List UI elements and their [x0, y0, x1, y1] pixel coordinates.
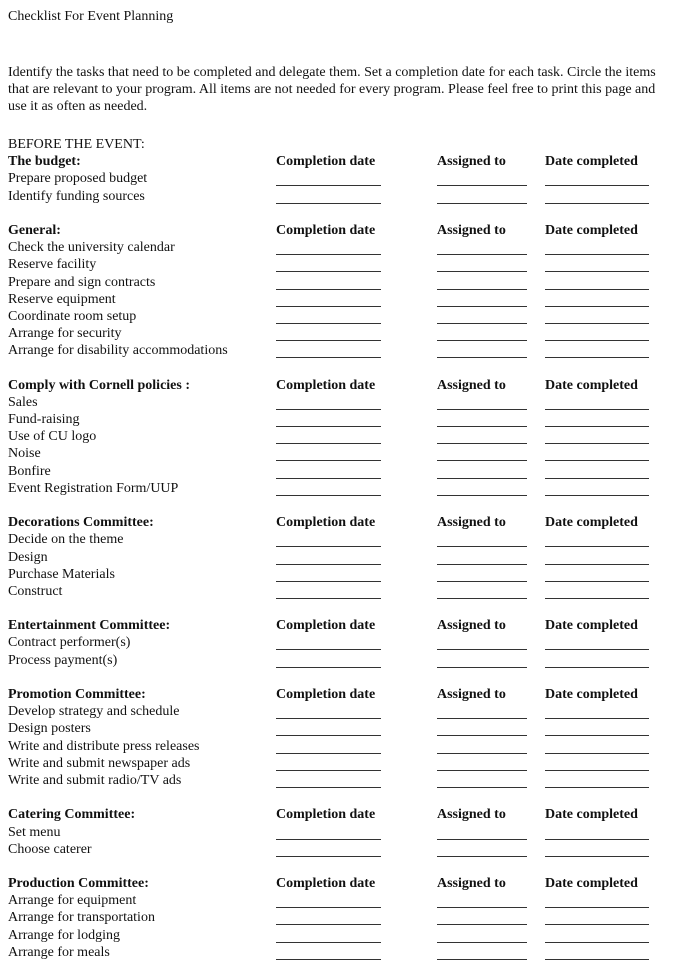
completion-date-blank[interactable]: [276, 478, 381, 479]
completion-date-blank[interactable]: [276, 649, 381, 650]
checklist: [8, 136, 668, 961]
assigned-to-blank[interactable]: [437, 323, 527, 324]
checklist-section: [8, 514, 668, 617]
task-label: Purchase Materials: [8, 566, 115, 582]
assigned-to-blank[interactable]: [437, 495, 527, 496]
column-header-date-completed: Date completed: [545, 876, 638, 892]
completion-date-blank[interactable]: [276, 753, 381, 754]
task-row: [8, 256, 668, 273]
section-spacer: [8, 789, 668, 806]
date-completed-blank[interactable]: [545, 460, 649, 461]
completion-date-blank[interactable]: [276, 667, 381, 668]
assigned-to-blank[interactable]: [437, 959, 527, 960]
column-header-date-completed: Date completed: [545, 377, 638, 393]
document-title: Checklist For Event Planning: [8, 9, 174, 24]
completion-date-blank[interactable]: [276, 856, 381, 857]
column-header-assigned-to: Assigned to: [437, 618, 506, 634]
section-title: Production Committee:: [8, 876, 149, 892]
task-row: [8, 772, 668, 789]
assigned-to-blank[interactable]: [437, 546, 527, 547]
assigned-to-blank[interactable]: [437, 907, 527, 908]
date-completed-blank[interactable]: [545, 787, 649, 788]
task-row: [8, 738, 668, 755]
assigned-to-blank[interactable]: [437, 185, 527, 186]
assigned-to-blank[interactable]: [437, 787, 527, 788]
date-completed-blank[interactable]: [545, 581, 649, 582]
task-label: Fund-raising: [8, 412, 80, 427]
date-completed-blank[interactable]: [545, 856, 649, 857]
task-label: Identify funding sources: [8, 188, 145, 204]
date-completed-blank[interactable]: [545, 839, 649, 840]
task-label: Use of CU logo: [8, 429, 97, 445]
assigned-to-blank[interactable]: [437, 254, 527, 255]
phase-heading: BEFORE THE EVENT:: [8, 137, 145, 152]
task-label: Design: [8, 549, 48, 565]
assigned-to-blank[interactable]: [437, 478, 527, 479]
section-title: Decorations Committee:: [8, 515, 154, 531]
assigned-to-blank[interactable]: [437, 289, 527, 290]
date-completed-blank[interactable]: [545, 340, 649, 341]
section-title: General:: [8, 222, 61, 238]
section-header: [8, 806, 668, 823]
assigned-to-blank[interactable]: [437, 839, 527, 840]
task-label: Set menu: [8, 824, 61, 840]
task-row: [8, 325, 668, 342]
checklist-section: [8, 153, 668, 222]
section-title: The budget:: [8, 154, 81, 170]
date-completed-blank[interactable]: [545, 254, 649, 255]
assigned-to-blank[interactable]: [437, 460, 527, 461]
column-header-completion-date: Completion date: [276, 807, 376, 823]
section-header: [8, 514, 668, 531]
completion-date-blank[interactable]: [276, 787, 381, 788]
date-completed-blank[interactable]: [545, 306, 649, 307]
assigned-to-blank[interactable]: [437, 649, 527, 650]
section-spacer: [8, 669, 668, 686]
task-label: Contract performer(s): [8, 635, 131, 651]
assigned-to-blank[interactable]: [437, 426, 527, 427]
completion-date-blank[interactable]: [276, 409, 381, 410]
completion-date-blank[interactable]: [276, 357, 381, 358]
column-header-assigned-to: Assigned to: [437, 377, 506, 393]
task-row: [8, 531, 668, 548]
task-label: Develop strategy and schedule: [8, 704, 180, 720]
completion-date-blank[interactable]: [276, 942, 381, 943]
section-title: Entertainment Committee:: [8, 618, 171, 634]
date-completed-blank[interactable]: [545, 907, 649, 908]
section-spacer: [8, 205, 668, 222]
section-spacer: [8, 858, 668, 875]
completion-date-blank[interactable]: [276, 460, 381, 461]
column-header-completion-date: Completion date: [276, 876, 376, 892]
column-header-completion-date: Completion date: [276, 515, 376, 531]
date-completed-blank[interactable]: [545, 598, 649, 599]
date-completed-blank[interactable]: [545, 185, 649, 186]
task-row: [8, 652, 668, 669]
completion-date-blank[interactable]: [276, 306, 381, 307]
task-label: Coordinate room setup: [8, 308, 137, 324]
completion-date-blank[interactable]: [276, 581, 381, 582]
checklist-section: [8, 222, 668, 377]
task-row: [8, 583, 668, 600]
date-completed-blank[interactable]: [545, 770, 649, 771]
completion-date-blank[interactable]: [276, 271, 381, 272]
task-row: [8, 188, 668, 205]
completion-date-blank[interactable]: [276, 254, 381, 255]
section-title: Promotion Committee:: [8, 687, 146, 702]
assigned-to-blank[interactable]: [437, 924, 527, 925]
date-completed-blank[interactable]: [545, 323, 649, 324]
completion-date-blank[interactable]: [276, 839, 381, 840]
completion-date-blank[interactable]: [276, 546, 381, 547]
completion-date-blank[interactable]: [276, 564, 381, 565]
task-row: [8, 274, 668, 291]
column-header-assigned-to: Assigned to: [437, 876, 506, 892]
task-row: [8, 411, 668, 428]
task-label: Construct: [8, 583, 63, 599]
assigned-to-blank[interactable]: [437, 340, 527, 341]
date-completed-blank[interactable]: [545, 924, 649, 925]
task-label: Sales: [8, 394, 38, 410]
column-header-date-completed: Date completed: [545, 618, 638, 634]
assigned-to-blank[interactable]: [437, 735, 527, 736]
task-row: [8, 824, 668, 841]
section-header: [8, 617, 668, 634]
date-completed-blank[interactable]: [545, 718, 649, 719]
task-label: Choose caterer: [8, 841, 92, 857]
column-header-assigned-to: Assigned to: [437, 687, 506, 702]
task-label: Arrange for disability accommodations: [8, 343, 228, 359]
assigned-to-blank[interactable]: [437, 564, 527, 565]
task-label: Arrange for transportation: [8, 910, 155, 926]
assigned-to-blank[interactable]: [437, 718, 527, 719]
date-completed-blank[interactable]: [545, 426, 649, 427]
checklist-section: [8, 806, 668, 875]
column-header-completion-date: Completion date: [276, 377, 376, 393]
column-header-date-completed: Date completed: [545, 807, 638, 823]
column-header-date-completed: Date completed: [545, 154, 638, 170]
date-completed-blank[interactable]: [545, 942, 649, 943]
assigned-to-blank[interactable]: [437, 306, 527, 307]
completion-date-blank[interactable]: [276, 203, 381, 204]
task-label: Arrange for meals: [8, 944, 110, 960]
assigned-to-blank[interactable]: [437, 271, 527, 272]
date-completed-blank[interactable]: [545, 271, 649, 272]
column-header-completion-date: Completion date: [276, 154, 376, 170]
date-completed-blank[interactable]: [545, 289, 649, 290]
task-row: [8, 445, 668, 462]
assigned-to-blank[interactable]: [437, 598, 527, 599]
task-row: [8, 291, 668, 308]
date-completed-blank[interactable]: [545, 735, 649, 736]
task-row: [8, 634, 668, 651]
date-completed-blank[interactable]: [545, 495, 649, 496]
completion-date-blank[interactable]: [276, 924, 381, 925]
column-header-date-completed: Date completed: [545, 515, 638, 531]
completion-date-blank[interactable]: [276, 770, 381, 771]
completion-date-blank[interactable]: [276, 323, 381, 324]
checklist-section: [8, 617, 668, 686]
assigned-to-blank[interactable]: [437, 443, 527, 444]
task-row: [8, 394, 668, 411]
task-row: [8, 927, 668, 944]
completion-date-blank[interactable]: [276, 718, 381, 719]
column-header-completion-date: Completion date: [276, 222, 376, 238]
task-row: [8, 755, 668, 772]
task-row: [8, 944, 668, 961]
completion-date-blank[interactable]: [276, 426, 381, 427]
section-spacer: [8, 600, 668, 617]
instructions-paragraph: Identify the tasks that need to be completed and delegate them. Set a completion date for each task. Circle the items that are relevant to your program. All items are not needed for every program. Please feel free to print this page and use it as often as needed.: [8, 65, 656, 115]
task-row: [8, 463, 668, 480]
section-spacer: [8, 497, 668, 514]
task-label: Process payment(s): [8, 652, 118, 668]
task-label: Check the university calendar: [8, 240, 175, 256]
task-row: [8, 703, 668, 720]
date-completed-blank[interactable]: [545, 357, 649, 358]
task-label: Arrange for lodging: [8, 927, 120, 943]
assigned-to-blank[interactable]: [437, 357, 527, 358]
task-row: [8, 720, 668, 737]
task-label: Decide on the theme: [8, 532, 124, 548]
completion-date-blank[interactable]: [276, 598, 381, 599]
task-label: Reserve facility: [8, 257, 97, 273]
completion-date-blank[interactable]: [276, 959, 381, 960]
completion-date-blank[interactable]: [276, 185, 381, 186]
column-header-completion-date: Completion date: [276, 618, 376, 634]
task-row: [8, 892, 668, 909]
section-header: [8, 686, 668, 703]
task-label: Design posters: [8, 721, 91, 737]
task-row: [8, 428, 668, 445]
task-label: Write and submit newspaper ads: [8, 755, 191, 771]
task-row: [8, 549, 668, 566]
assigned-to-blank[interactable]: [437, 770, 527, 771]
date-completed-blank[interactable]: [545, 203, 649, 204]
task-label: Arrange for security: [8, 326, 122, 342]
completion-date-blank[interactable]: [276, 443, 381, 444]
assigned-to-blank[interactable]: [437, 581, 527, 582]
section-header: [8, 875, 668, 892]
assigned-to-blank[interactable]: [437, 203, 527, 204]
checklist-section: [8, 686, 668, 806]
date-completed-blank[interactable]: [545, 564, 649, 565]
task-row: [8, 841, 668, 858]
completion-date-blank[interactable]: [276, 495, 381, 496]
task-label: Event Registration Form/UUP: [8, 480, 179, 496]
task-label: Noise: [8, 446, 41, 462]
section-spacer: [8, 359, 668, 376]
checklist-section: [8, 377, 668, 515]
section-header: [8, 153, 668, 170]
completion-date-blank[interactable]: [276, 907, 381, 908]
task-row: [8, 308, 668, 325]
task-label: Bonfire: [8, 463, 51, 479]
section-header: [8, 377, 668, 394]
date-completed-blank[interactable]: [545, 409, 649, 410]
task-label: Prepare proposed budget: [8, 171, 148, 187]
assigned-to-blank[interactable]: [437, 942, 527, 943]
task-row: [8, 566, 668, 583]
task-label: Write and submit radio/TV ads: [8, 772, 182, 788]
date-completed-blank[interactable]: [545, 667, 649, 668]
date-completed-blank[interactable]: [545, 959, 649, 960]
completion-date-blank[interactable]: [276, 735, 381, 736]
task-row: [8, 342, 668, 359]
task-label: Prepare and sign contracts: [8, 274, 156, 290]
completion-date-blank[interactable]: [276, 289, 381, 290]
task-row: [8, 170, 668, 187]
assigned-to-blank[interactable]: [437, 409, 527, 410]
column-header-assigned-to: Assigned to: [437, 515, 506, 531]
checklist-section: [8, 875, 668, 961]
date-completed-blank[interactable]: [545, 443, 649, 444]
task-row: [8, 239, 668, 256]
task-label: Arrange for equipment: [8, 893, 137, 909]
task-label: Reserve equipment: [8, 291, 116, 307]
completion-date-blank[interactable]: [276, 340, 381, 341]
date-completed-blank[interactable]: [545, 546, 649, 547]
task-row: [8, 480, 668, 497]
task-row: [8, 909, 668, 926]
date-completed-blank[interactable]: [545, 753, 649, 754]
column-header-assigned-to: Assigned to: [437, 154, 506, 170]
column-header-completion-date: Completion date: [276, 687, 376, 702]
date-completed-blank[interactable]: [545, 649, 649, 650]
sections-container: [8, 153, 668, 961]
column-header-date-completed: Date completed: [545, 687, 638, 702]
column-header-assigned-to: Assigned to: [437, 222, 506, 238]
date-completed-blank[interactable]: [545, 478, 649, 479]
task-label: Write and distribute press releases: [8, 738, 200, 754]
section-title: Catering Committee:: [8, 807, 136, 823]
assigned-to-blank[interactable]: [437, 753, 527, 754]
section-title: Comply with Cornell policies :: [8, 377, 190, 393]
column-header-assigned-to: Assigned to: [437, 807, 506, 823]
assigned-to-blank[interactable]: [437, 856, 527, 857]
column-header-date-completed: Date completed: [545, 222, 638, 238]
assigned-to-blank[interactable]: [437, 667, 527, 668]
section-header: [8, 222, 668, 239]
